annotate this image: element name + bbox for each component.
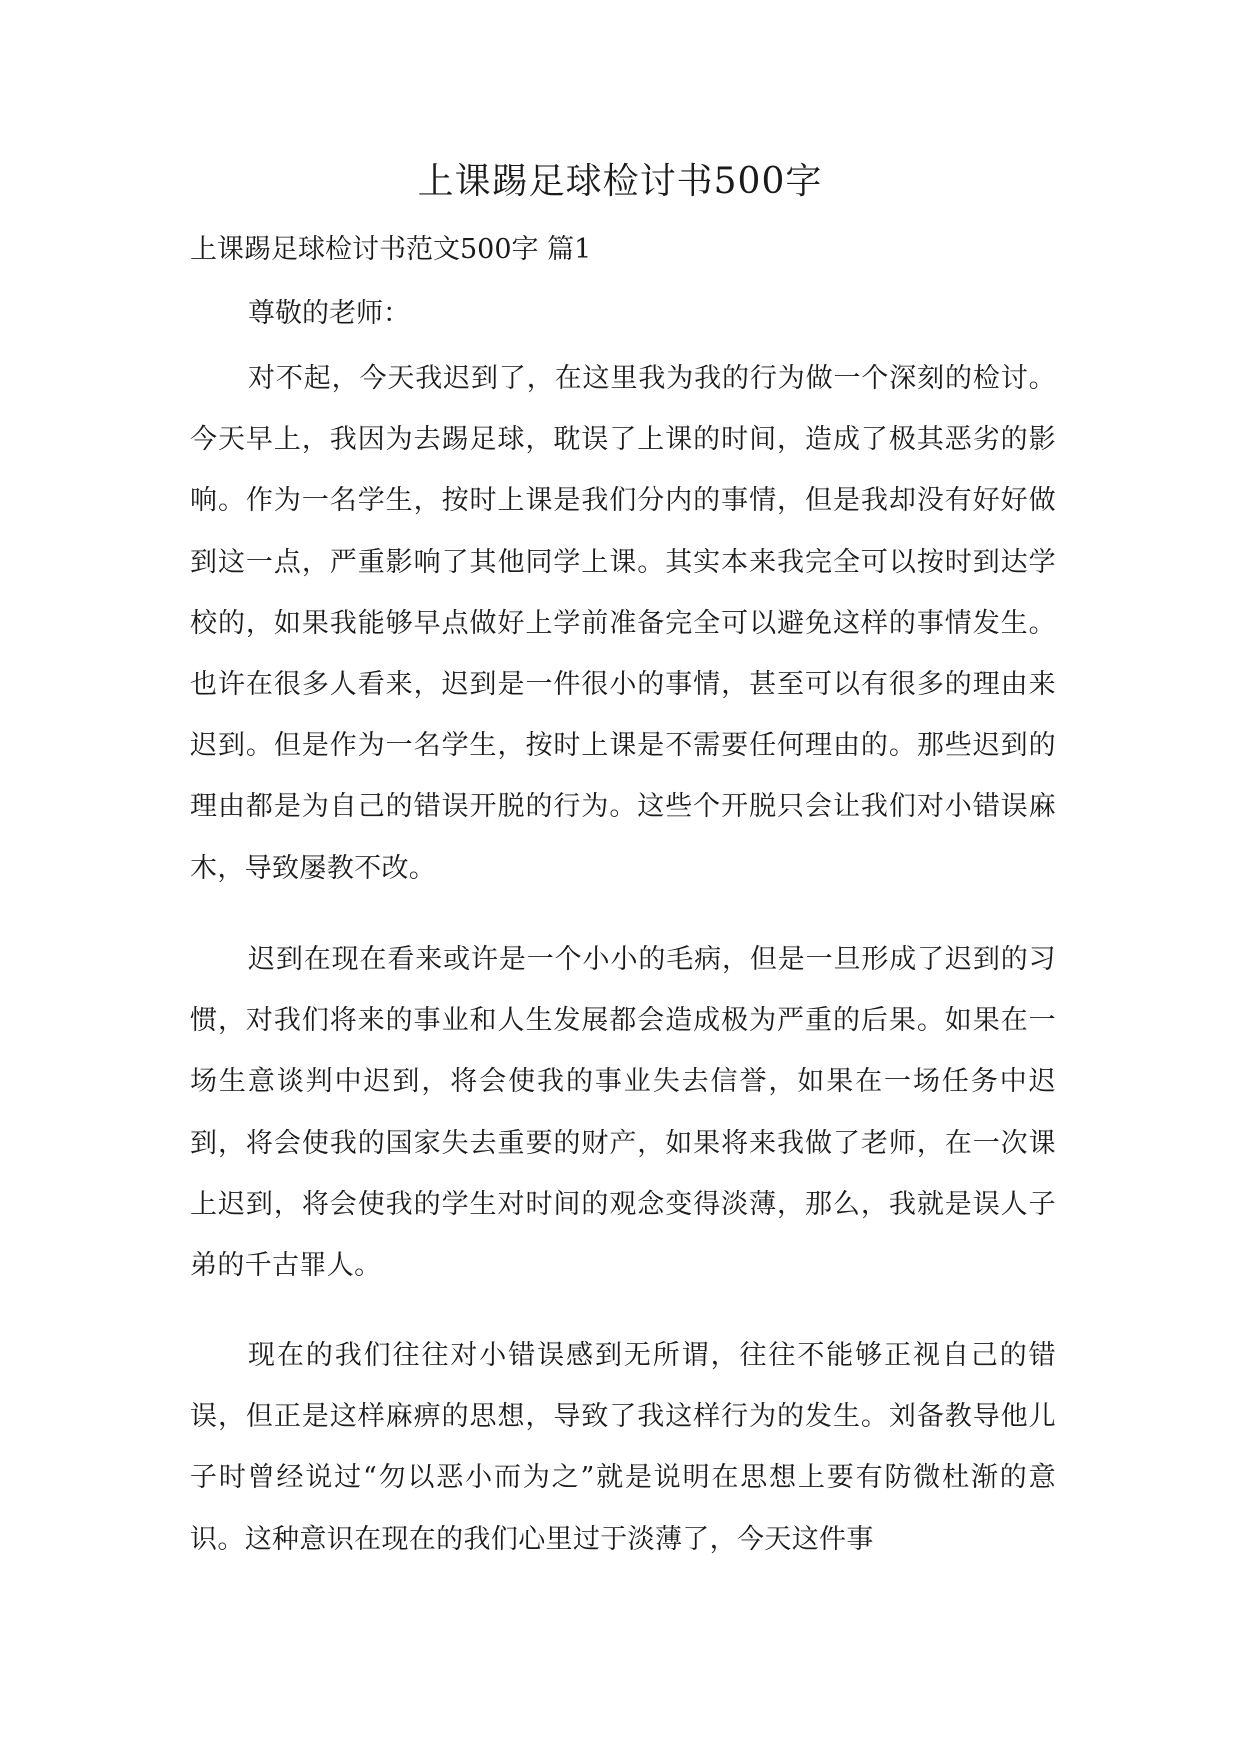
- document-title: 上课踢足球检讨书500字: [417, 161, 823, 202]
- paragraph-2: 迟到在现在看来或许是一个小小的毛病，但是一旦形成了迟到的习惯，对我们将来的事业和人生发展都会造成极为严重的后果。如果在一场生意谈判中迟到，将会使我的事业失去信誉，如果在一场任务中迟到，将会使我的国家失去重要的财产，如果将来我做了老师，在一次课上迟到，将会使我的学生对时间的观念变得淡薄，那么，我就是误人子弟的千古罪人。: [190, 944, 1056, 1282]
- paragraph-1: 对不起，今天我迟到了，在这里我为我的行为做一个深刻的检讨。今天早上，我因为去踢足球，耽误了上课的时间，造成了极其恶劣的影响。作为一名学生，按时上课是我们分内的事情，但是我却没有好好做到这一点，严重影响了其他同学上课。其实本来我完全可以按时到达学校的，如果我能够早点做好上学前准备完全可以避免这样的事情发生。也许在很多人看来，迟到是一件很小的事情，甚至可以有很多的理由来迟到。但是作为一名学生，按时上课是不需要任何理由的。那些迟到的理由都是为自己的错误开脱的行为。这些个开脱只会让我们对小错误麻木，导致屡教不改。: [190, 363, 1056, 884]
- section-heading: 上课踢足球检讨书范文500字 篇1: [190, 234, 592, 265]
- salutation: 尊敬的老师：: [248, 298, 410, 329]
- paragraph-3: 现在的我们往往对小错误感到无所谓，往往不能够正视自己的错误，但正是这样麻痹的思想，导致了我这样行为的发生。刘备教导他儿子时曾经说过“勿以恶小而为之”就是说明在思想上要有防微杜渐的意识。这种意识在现在的我们心里过于淡薄了，今天这件事: [190, 1340, 1056, 1555]
